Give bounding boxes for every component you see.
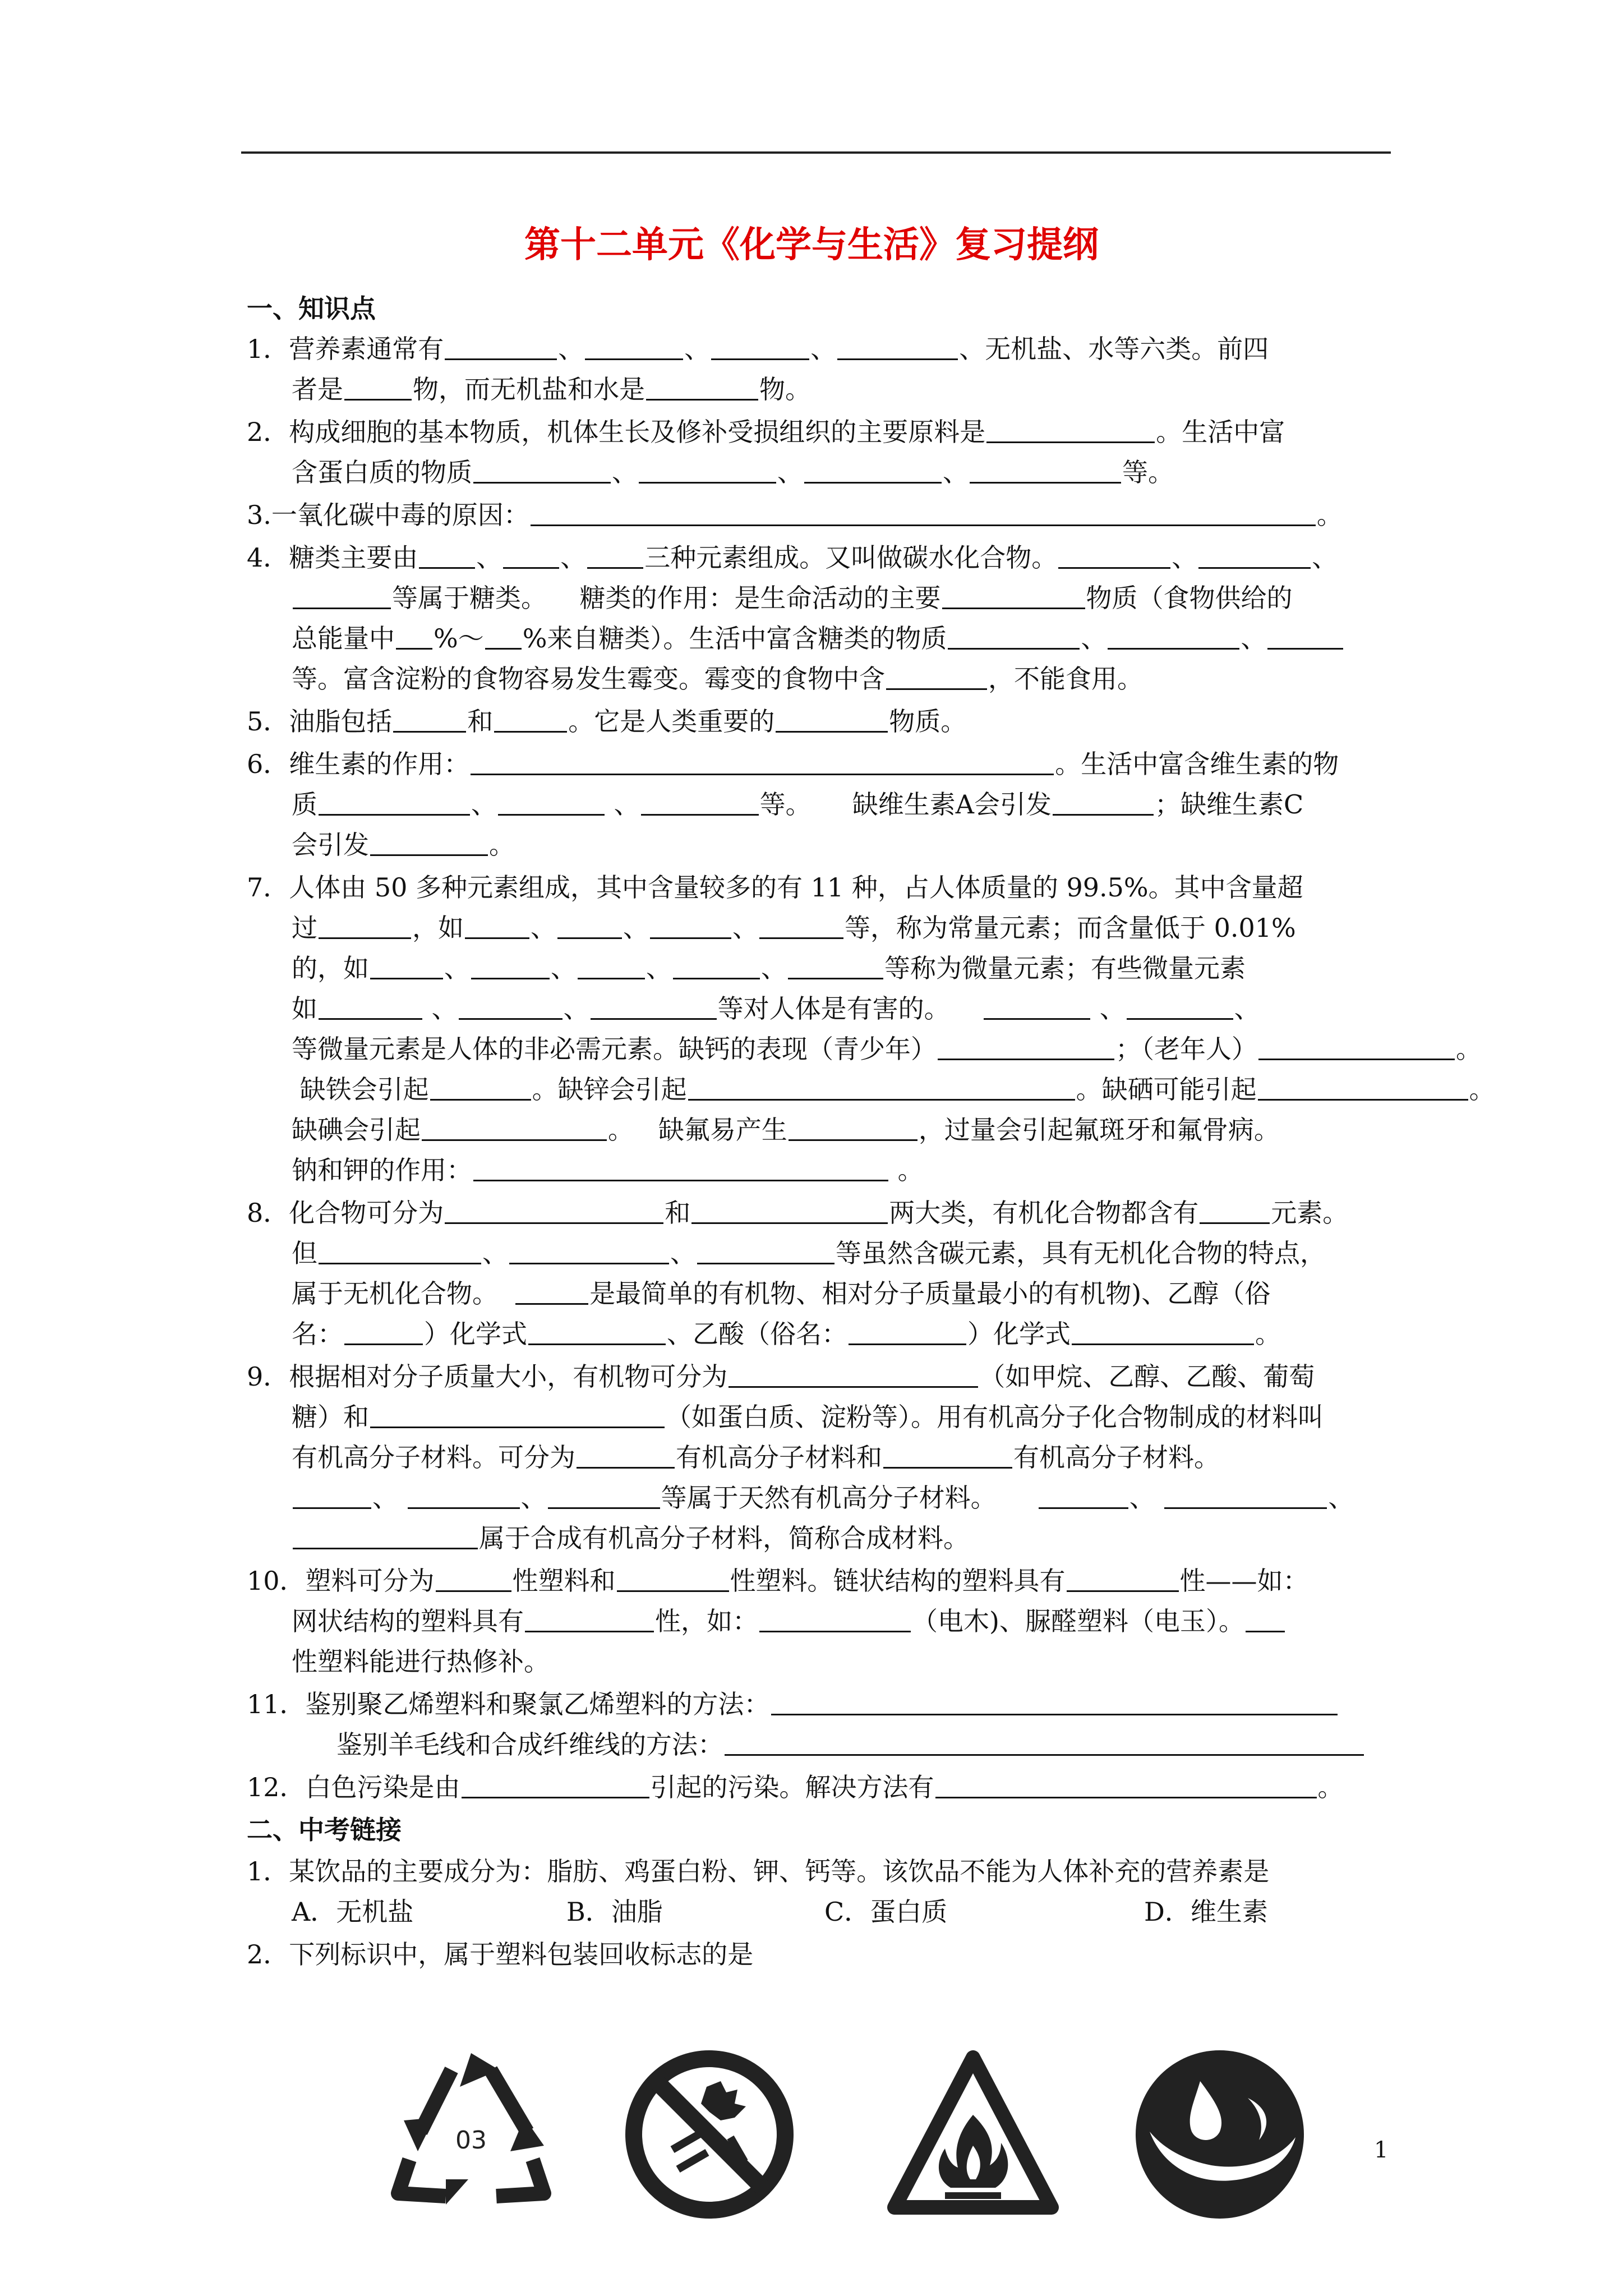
- option-d: D．维生素: [1144, 1897, 1268, 1927]
- svg-text:03: 03: [455, 2126, 487, 2155]
- question-7-line-2: 过 ，如 、 、 、 等，称为常量元素；而含量低于 0.01%: [292, 913, 1296, 943]
- no-fire-icon: [623, 2047, 796, 2221]
- page-number: 1: [1374, 2137, 1389, 2163]
- question-7-line-6: 缺铁会引起 。缺锌会引起 。缺硒可能引起 。: [299, 1074, 1495, 1105]
- question-7-line-4: 如 、 、 等对人体是有害的。 、 、: [292, 993, 1260, 1024]
- page-title: 第十二单元《化学与生活》复习提纲: [524, 224, 1099, 266]
- question-4-line-4: 等。富含淀粉的食物容易发生霉变。霉变的食物中含 ，不能食用。: [292, 664, 1143, 694]
- header-rule: [241, 151, 1391, 154]
- question-9-line-3: 有机高分子材料。可分为 有机高分子材料和 有机高分子材料。: [292, 1442, 1220, 1473]
- recycle-03-icon: [387, 2047, 555, 2221]
- question-6-line-1: 6．维生素的作用： 。生活中富含维生素的物: [247, 749, 1339, 779]
- water-drop-emblem-icon: [1133, 2047, 1307, 2221]
- option-b: B．油脂: [566, 1897, 663, 1927]
- question-7-line-1: 7．人体由 50 多种元素组成，其中含量较多的有 11 种，占人体质量的 99.5%。其中含量超: [247, 872, 1303, 903]
- question-8-line-2: 但 、 、 等虽然含碳元素，具有无机化合物的特点，: [292, 1238, 1326, 1268]
- question-7-line-5: 等微量元素是人体的非必需元素。缺钙的表现（青少年） ；（老年人） 。: [292, 1034, 1482, 1064]
- question-9-line-2: 糖）和 （如蛋白质、淀粉等）。用有机高分子化合物制成的材料叫: [292, 1402, 1324, 1432]
- question-11-line-2: 鉴别羊毛线和合成纤维线的方法：: [336, 1728, 1365, 1761]
- question-4-line-1: 4．糖类主要由 、 、 三种元素组成。又叫做碳水化合物。 、 、: [247, 542, 1338, 573]
- flammable-warning-icon: [886, 2047, 1060, 2221]
- question-4-line-2: 等属于糖类。 糖类的作用：是生命活动的主要 物质（食物供给的: [292, 581, 1293, 615]
- question-3: 3.一氧化碳中毒的原因： 。: [247, 500, 1343, 530]
- question-1-line-2: 者是 物，而无机盐和水是 物。: [292, 374, 811, 404]
- question-12: 12．白色污染是由 引起的污染。解决方法有 。: [247, 1772, 1344, 1802]
- question-9-line-5: 属于合成有机高分子材料，简称合成材料。: [292, 1521, 969, 1555]
- question-11-line-1: 11．鉴别聚乙烯塑料和聚氯乙烯塑料的方法：: [247, 1687, 1339, 1721]
- question-9-line-4: 、 、 等属于天然有机高分子材料。 、 、: [292, 1481, 1354, 1515]
- option-a: A．无机盐: [292, 1897, 414, 1927]
- question-6-line-2: 质 、 、 等。 缺维生素A会引发 ；缺维生素C: [292, 789, 1304, 820]
- question-9-line-1: 9．根据相对分子质量大小，有机物可分为 （如甲烷、乙醇、乙酸、葡萄: [247, 1361, 1315, 1392]
- question-6-line-3: 会引发 。: [292, 830, 515, 860]
- option-c: C．蛋白质: [824, 1897, 948, 1927]
- question-8-line-3: 属于无机化合物。 是最简单的有机物、相对分子质量最小的有机物)、乙醇（俗: [292, 1278, 1271, 1309]
- question-10-line-2: 网状结构的塑料具有 性，如： （电木)、脲醛塑料（电玉）。: [292, 1604, 1286, 1638]
- question-1-line-1: 1．营养素通常有 、 、 、 、无机盐、水等六类。前四: [247, 334, 1269, 364]
- exam-question-2: 2．下列标识中，属于塑料包装回收标志的是: [247, 1939, 754, 1970]
- question-8-line-1: 8．化合物可分为 和 两大类，有机化合物都含有 元素。: [247, 1198, 1349, 1228]
- exam-question-1: 1．某饮品的主要成分为：脂肪、鸡蛋白粉、钾、钙等。该饮品不能为人体补充的营养素是: [247, 1856, 1270, 1887]
- question-7-line-8: 钠和钾的作用： 。: [292, 1155, 924, 1185]
- section-heading-exam-link: 二、中考链接: [247, 1815, 402, 1845]
- question-7-line-7: 缺碘会引起 。 缺氟易产生 ，过量会引起氟斑牙和氟骨病。: [292, 1115, 1280, 1145]
- question-5: 5．油脂包括 和 。它是人类重要的 物质。: [247, 706, 967, 737]
- question-2-line-1: 2．构成细胞的基本物质，机体生长及修补受损组织的主要原料是 。生活中富: [247, 417, 1285, 447]
- question-10-line-1: 10．塑料可分为 性塑料和 性塑料。链状结构的塑料具有 性——如：: [247, 1566, 1309, 1596]
- question-2-line-2: 含蛋白质的物质 、 、 、 等。: [292, 457, 1174, 487]
- question-7-line-3: 的，如 、 、 、 、 等称为微量元素；有些微量元素: [292, 953, 1246, 983]
- question-8-line-4: 名： ）化学式 、乙酸（俗名： ）化学式 。: [292, 1319, 1281, 1349]
- question-10-line-3: 性塑料能进行热修补。: [292, 1646, 550, 1677]
- section-heading-knowledge: 一、知识点: [247, 293, 376, 324]
- svg-text:禁止烟火: 禁止烟火: [623, 2047, 625, 2048]
- question-4-line-3: 总能量中 %～ %来自糖类）。生活中富含糖类的物质 、 、: [292, 622, 1344, 655]
